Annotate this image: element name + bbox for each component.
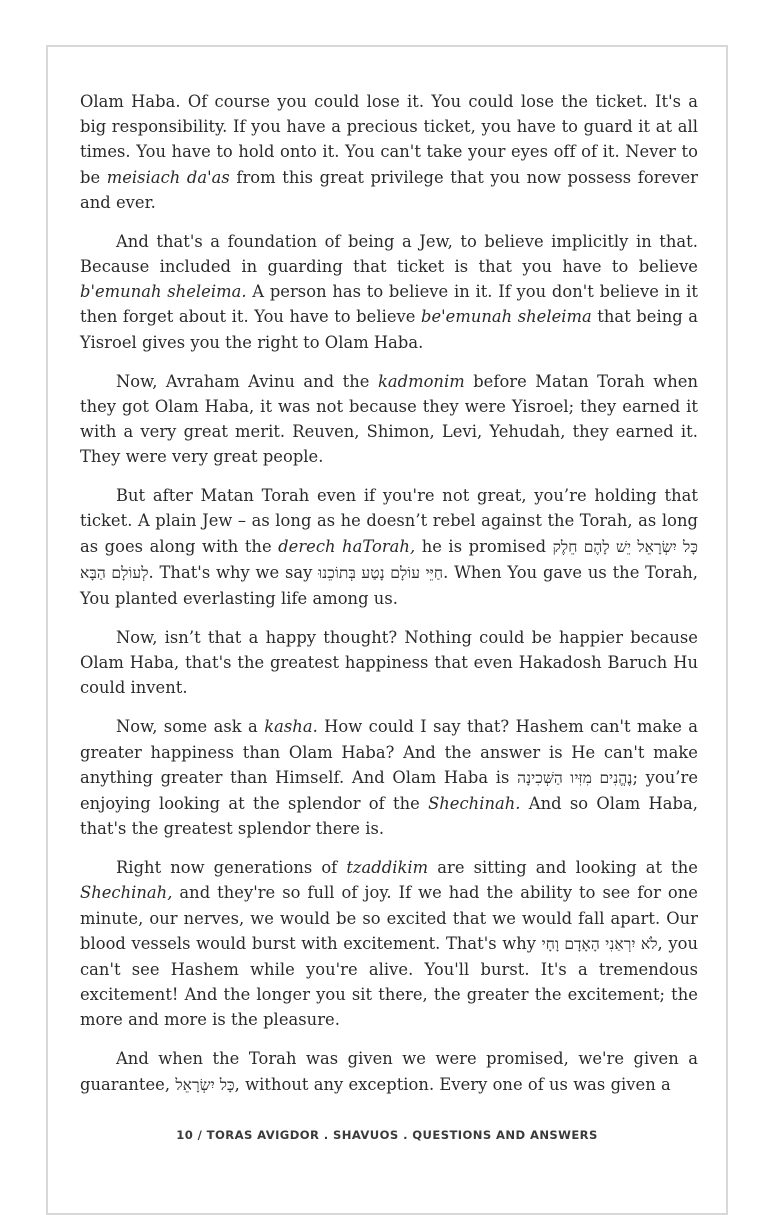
text-run: from this great privilege that you now possess forever and ever. (80, 167, 698, 212)
text-run: Now, Avraham Avinu and the (116, 371, 378, 391)
paragraph (80, 1046, 698, 1097)
italic-term: Shechinah, (80, 883, 173, 903)
paragraph (80, 89, 698, 215)
body-text (80, 89, 698, 1112)
text-run: ; you’re enjoying looking at the splendor of the (80, 767, 699, 814)
paragraph (80, 714, 698, 841)
hebrew-quote: כָּל יִשְׂרָאֵל יֵשׁ לָהֶם חֵלֶק לְעוֹלָם הַבָּא (80, 537, 698, 582)
italic-term: kadmonim (377, 371, 465, 391)
italic-term: tzaddikim (346, 858, 429, 878)
text-run: . That's why we say (148, 562, 319, 582)
paragraph (80, 483, 698, 611)
hebrew-quote: לֹא יִרְאַנִי הָאָדָם וָחָי (541, 934, 658, 953)
italic-term: be'emunah sheleima (420, 307, 592, 327)
italic-term: Shechinah. (428, 794, 521, 814)
page (46, 45, 728, 1215)
text-run: , without any exception. Every one of us was given a (234, 1074, 671, 1094)
paragraph (80, 369, 698, 470)
text-run: Now, some ask a (116, 717, 265, 737)
text-run: And that's a foundation of being a Jew, to believe implicitly in that. Because included in guarding that ticket is that you have to believe (80, 231, 698, 277)
text-run: . When You gave us the Torah, You planted everlasting life among us. (80, 562, 698, 609)
italic-term: kasha. (264, 717, 318, 737)
page-footer: 10 / TORAS AVIGDOR . SHAVUOS . QUESTIONS AND ANSWERS (176, 1128, 598, 1142)
text-run: he is promised (415, 536, 553, 556)
text-run: Now, isn’t that a happy thought? Nothing could be happier because Olam Haba, that's the greatest happiness that even Hakadosh Baruch Hu could invent. (80, 628, 698, 698)
text-run: Right now generations of (116, 858, 347, 878)
paragraph (80, 855, 698, 1032)
text-run: before Matan Torah when they got Olam Haba, it was not because they were Yisroel; they earned it with a very great merit. Reuven, Shimon, Levi, Yehudah, they earned it. They were very great people. (80, 371, 699, 467)
paragraph (80, 229, 698, 355)
hebrew-quote: כָּל יִשְׂרָאֵל (175, 1075, 235, 1094)
text-run: How could I say that? Hashem can't make a greater happiness than Olam Haba? And the answer is He can't make anything greater than Himself. And Olam Haba is (80, 717, 699, 787)
italic-term: derech haTorah, (278, 536, 416, 556)
italic-term: b'emunah sheleima. (80, 282, 247, 302)
paragraph (80, 625, 698, 701)
text-run: And when the Torah was given we were promised, we're given a guarantee, (80, 1049, 698, 1094)
text-run: Olam Haba. Of course you could lose it. You could lose the ticket. It's a big responsibility. If you have a precious ticket, you have to guard it at all times. You have to hold onto it. You can't take your eyes off of it. Never to be (80, 92, 698, 187)
hebrew-quote: נֶהֱנִים מִזִּיו הַשְּׁכִינָה (517, 768, 633, 787)
text-run: and they're so full of joy. If we had the ability to see for one minute, our nerves, we would be so excited that we would fall apart. Our blood vessels would burst with excitement. That's why (80, 883, 698, 953)
italic-term: meisiach da'as (106, 167, 230, 187)
text-run: But after Matan Torah even if you're not great, you’re holding that ticket. A plain Jew – as long as he doesn’t rebel against the Torah, as long as goes along with the (80, 486, 698, 556)
text-run: And so Olam Haba, that's the greatest splendor there is. (80, 794, 698, 839)
text-run: are sitting and looking at the (428, 858, 698, 878)
text-run: that being a Yisroel gives you the right to Olam Haba. (80, 307, 698, 352)
text-run: A person has to believe in it. If you don't believe in it then forget about it. You have to believe (80, 282, 698, 327)
text-run: , you can't see Hashem while you're alive. You'll burst. It's a tremendous excitement! And the longer you sit there, the greater the excitement; the more and more is the pleasure. (80, 933, 698, 1030)
hebrew-quote: חַיֵּי עוֹלָם נָטַע בְּתוֹכֵנוּ (318, 563, 444, 582)
